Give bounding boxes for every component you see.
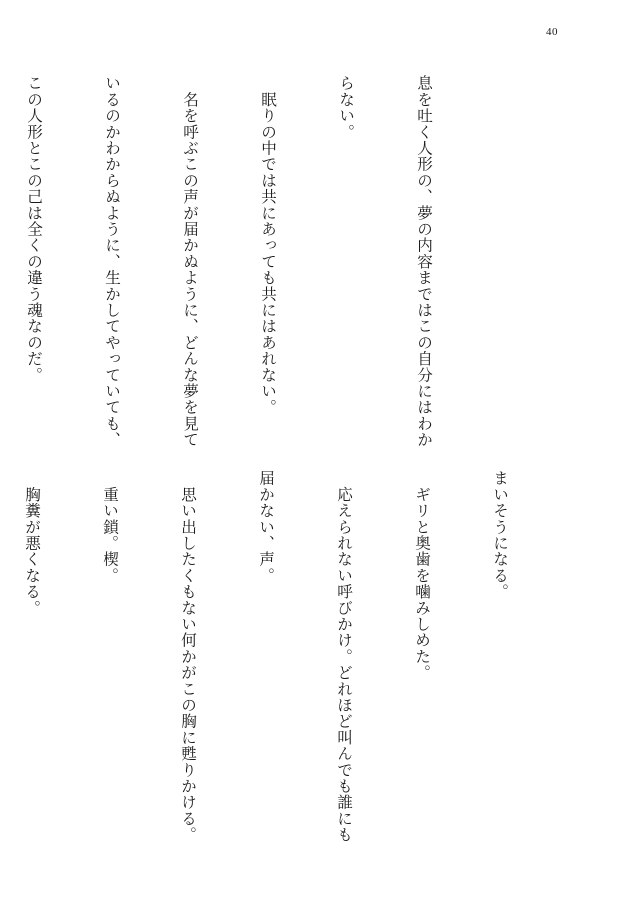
lower-text-block	[0, 470, 565, 843]
text-column: 思い出したくもない何かがこの胸に甦りかける。	[179, 470, 197, 843]
text-column: 重い鎖。楔。	[101, 470, 119, 584]
text-column: らない。	[337, 75, 355, 140]
text-column: 眠りの中では共にあっても共にはあれない。	[259, 75, 277, 416]
page-number: 40	[546, 26, 558, 38]
text-column: いるのかわからぬように、生かしてやっていても、	[103, 75, 121, 448]
text-column: まいそうになる。	[491, 470, 509, 600]
text-column: 届かない、声。	[257, 470, 275, 584]
text-column: 名を呼ぶこの声が届かぬように、どんな夢を見て	[181, 75, 199, 448]
text-column: 胸糞が悪くなる。	[23, 470, 41, 616]
upper-text-block	[0, 75, 489, 448]
text-column: 息を吐く人形の、夢の内容まではこの自分にはわか	[415, 75, 433, 448]
text-column: ギリと奥歯を噛みしめた。	[413, 470, 431, 681]
text-column: 応えられない呼びかけ。どれほど叫んでも誰にも	[335, 470, 353, 843]
text-column: この人形とこの己は全くの違う魂なのだ。	[25, 75, 43, 383]
